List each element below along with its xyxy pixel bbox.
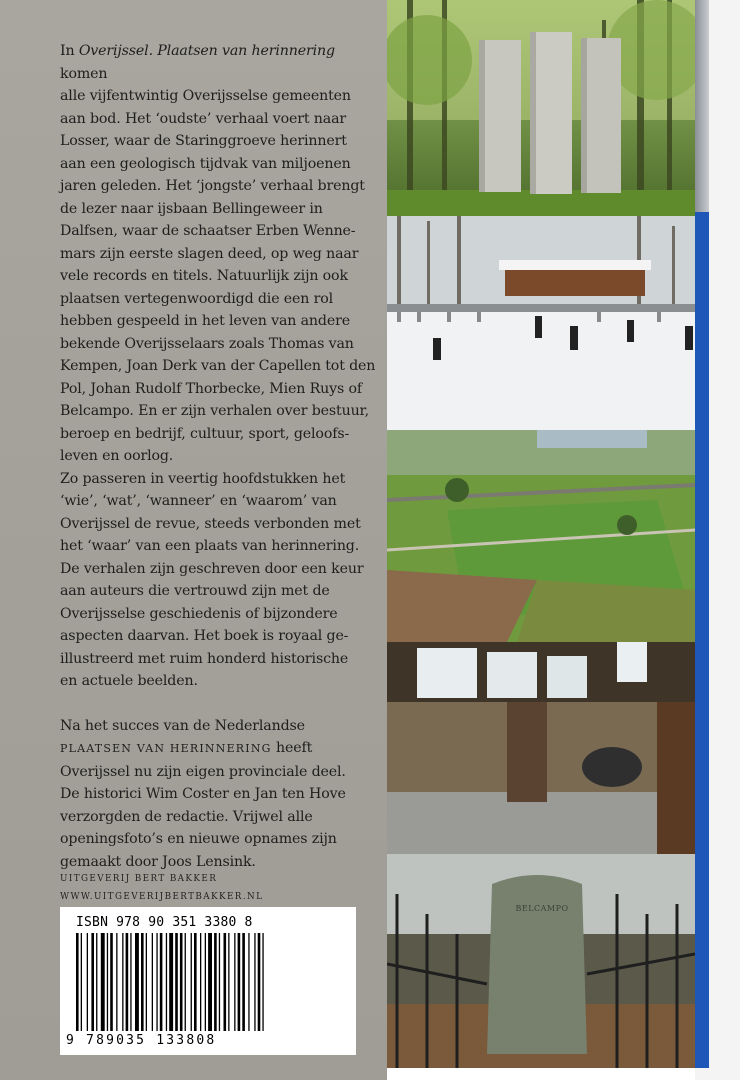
blurb-text: Na het succes van de Nederlandse bbox=[60, 717, 305, 734]
blurb-paragraph-1 bbox=[60, 40, 378, 468]
barcode-icon bbox=[72, 933, 344, 1031]
blurb-text: heeft Overijssel nu zijn eigen provinciale deel. De historici Wim Coster en Jan ten Hove verzorgden de redactie. Vrijwel alle openingsfoto’s en nieuwe opnames zijn gemaakt door Joos Lensink. bbox=[60, 740, 346, 870]
publisher-name: UITGEVERIJ BERT BAKKER bbox=[60, 874, 218, 884]
gravestone-inscription: BELCAMPO bbox=[515, 904, 569, 913]
spine-strip-blue bbox=[695, 212, 709, 1068]
publisher-info bbox=[60, 870, 263, 906]
blurb-paragraph-2: Zo passeren in veertig hoofdstukken het ‘wie’, ‘wat’, ‘wanneer’ en ‘waarom’ van Overijssel de revue, steeds verbonden met het ‘waar’ van een plaats van herinnering. De verhalen zijn geschreven door een keur aan auteurs die vertrouwd zijn met de Overijsselse geschiedenis of bijzondere aspecten daarvan. Het boek is royaal ge- illustreerd met ruim honderd historische en actuele beelden. bbox=[60, 470, 364, 689]
spine-strip-grey bbox=[695, 0, 709, 212]
book-title-italic: Overijssel. Plaatsen van herinnering bbox=[78, 43, 335, 59]
photo-stone-monument bbox=[387, 0, 695, 216]
photo-workshop-interior bbox=[387, 642, 695, 854]
blurb bbox=[60, 40, 378, 873]
blurb-paragraph-3 bbox=[60, 715, 378, 874]
photo-ice-rink bbox=[387, 216, 695, 430]
photo-gravestone bbox=[387, 854, 695, 1068]
publisher-url: WWW.UITGEVERIJBERTBAKKER.NL bbox=[60, 892, 264, 902]
series-title-smallcaps: PLAATSEN VAN HERINNERING bbox=[60, 742, 272, 755]
ean-text: 9 789035 133808 bbox=[66, 1033, 217, 1048]
blurb-text: In bbox=[60, 43, 79, 59]
photo-aerial-landscape bbox=[387, 430, 695, 642]
barcode-label bbox=[60, 907, 356, 1055]
isbn-text: ISBN 978 90 351 3380 8 bbox=[76, 915, 253, 930]
blurb-text: komen alle vijfentwintig Overijsselse gemeenten aan bod. Het ‘oudste’ verhaal voert naar Losser, waar de Staringgroeve herinnert aan een geologisch tijdvak van miljoenen jaren geleden. Het ‘jongste’ verhaal brengt de lezer naar ijsbaan Bellingeweer in Dalfsen, waar de schaatser Erben Wenne- mars zijn eerste slagen deed, op weg naar vele records en titels. Natuurlijk zijn ook plaatsen vertegenwoordigd die een rol hebben gespeeld in het leven van andere bekende Overijsselaars zoals Thomas van Kempen, Joan Derk van der Capellen tot den Pol, Johan Rudolf Thorbecke, Mien Ruys of Belcampo. En er zijn verhalen over bestuur, beroep en bedrijf, cultuur, sport, geloofs- leven en oorlog. bbox=[60, 65, 376, 464]
